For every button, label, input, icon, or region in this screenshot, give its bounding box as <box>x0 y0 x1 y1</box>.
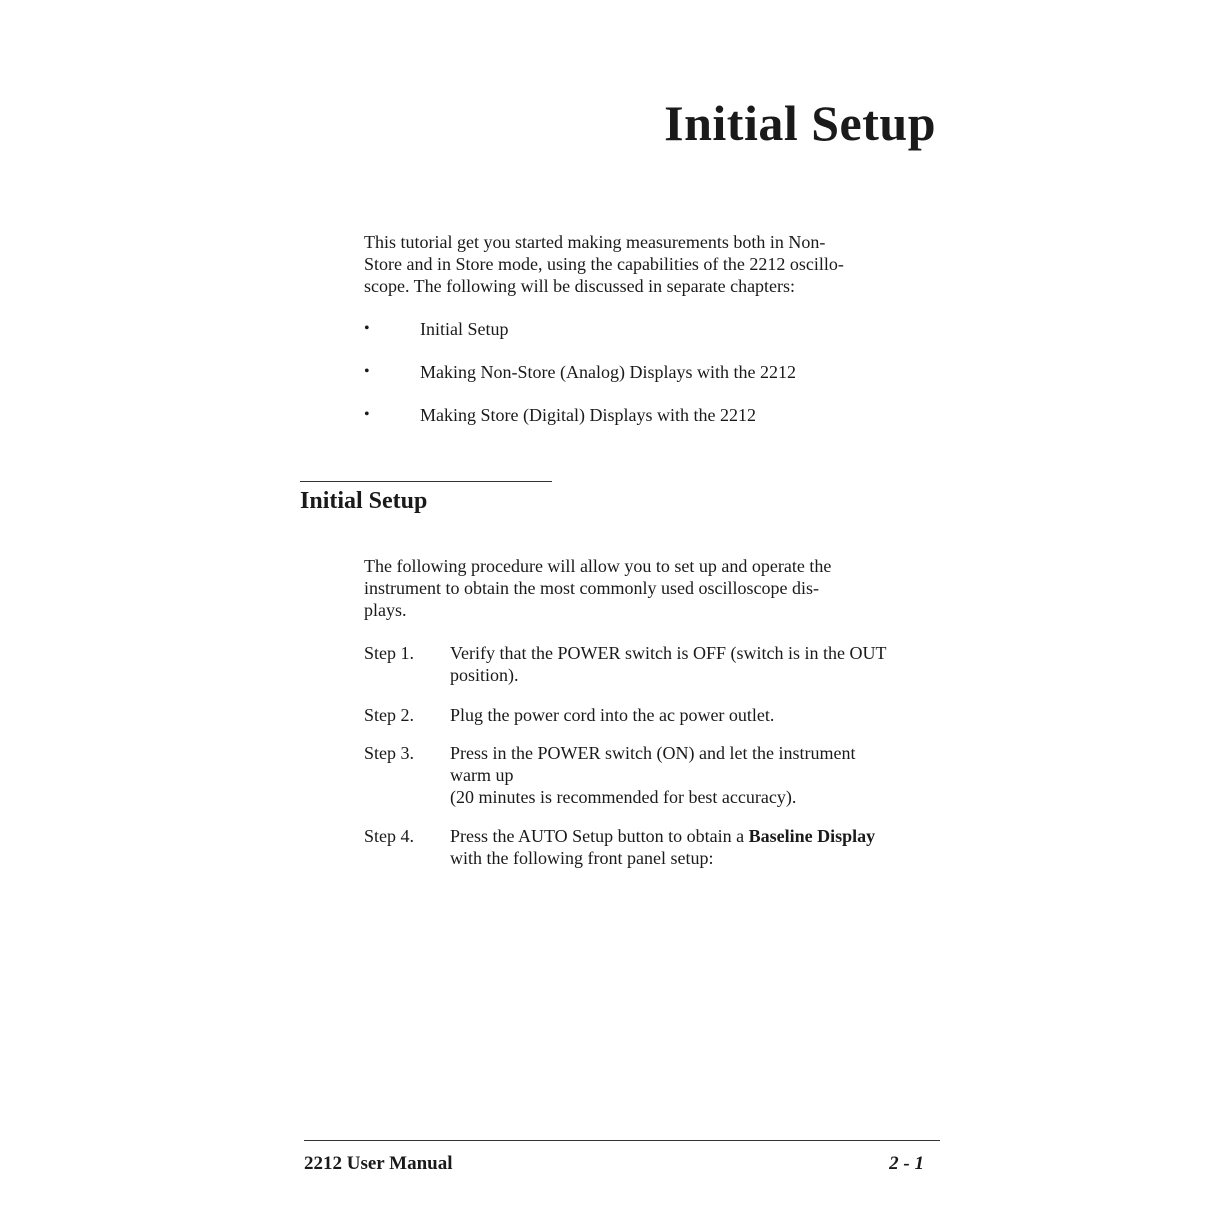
step-line: (20 minutes is recommended for best accuracy). <box>450 787 797 807</box>
intro-line: scope. The following will be discussed in separate chapters: <box>364 276 796 296</box>
procedure-intro-line: plays. <box>364 600 407 620</box>
footer-divider <box>304 1140 940 1141</box>
baseline-display-term: Baseline Display <box>748 826 876 846</box>
procedure-intro-line: instrument to obtain the most commonly used oscilloscope dis- <box>364 578 819 598</box>
section-title: Initial Setup <box>300 488 428 514</box>
list-item <box>364 361 924 383</box>
footer-manual-title: 2212 User Manual <box>304 1153 453 1174</box>
step-body <box>450 704 942 726</box>
list-item-label: Initial Setup <box>420 319 509 339</box>
step-label: Step 3. <box>364 743 415 763</box>
step-line: Press in the POWER switch (ON) and let the instrument <box>450 743 856 763</box>
footer-page-number: 2 - 1 <box>889 1153 924 1174</box>
list-item <box>364 318 924 340</box>
intro-paragraph <box>364 231 944 297</box>
step-line: Press the AUTO Setup button to obtain a <box>450 826 749 846</box>
intro-line: This tutorial get you started making measurements both in Non- <box>364 232 826 252</box>
section-divider <box>300 481 552 482</box>
procedure-intro-line: The following procedure will allow you to set up and operate the <box>364 556 832 576</box>
step-label: Step 2. <box>364 705 415 725</box>
list-item <box>364 404 924 426</box>
step-label: Step 1. <box>364 643 415 663</box>
step-body <box>450 742 942 808</box>
step-line: Verify that the POWER switch is OFF (switch is in the OUT <box>450 643 887 663</box>
step-line: with the following front panel setup: <box>450 848 714 868</box>
step-line: position). <box>450 665 519 685</box>
chapter-title: Initial Setup <box>664 95 936 151</box>
step-label: Step 4. <box>364 826 415 846</box>
step-line: warm up <box>450 765 514 785</box>
bullet-icon: • <box>364 406 370 423</box>
step-line: Plug the power cord into the ac power outlet. <box>450 705 775 725</box>
intro-line: Store and in Store mode, using the capabilities of the 2212 oscillo- <box>364 254 844 274</box>
step-body <box>450 642 942 686</box>
list-item-label: Making Store (Digital) Displays with the 2212 <box>420 405 756 425</box>
procedure-intro <box>364 555 944 621</box>
bullet-icon: • <box>364 320 370 337</box>
bullet-icon: • <box>364 363 370 380</box>
step-body <box>450 825 942 869</box>
chapter-list <box>364 318 924 447</box>
list-item-label: Making Non-Store (Analog) Displays with the 2212 <box>420 362 796 382</box>
